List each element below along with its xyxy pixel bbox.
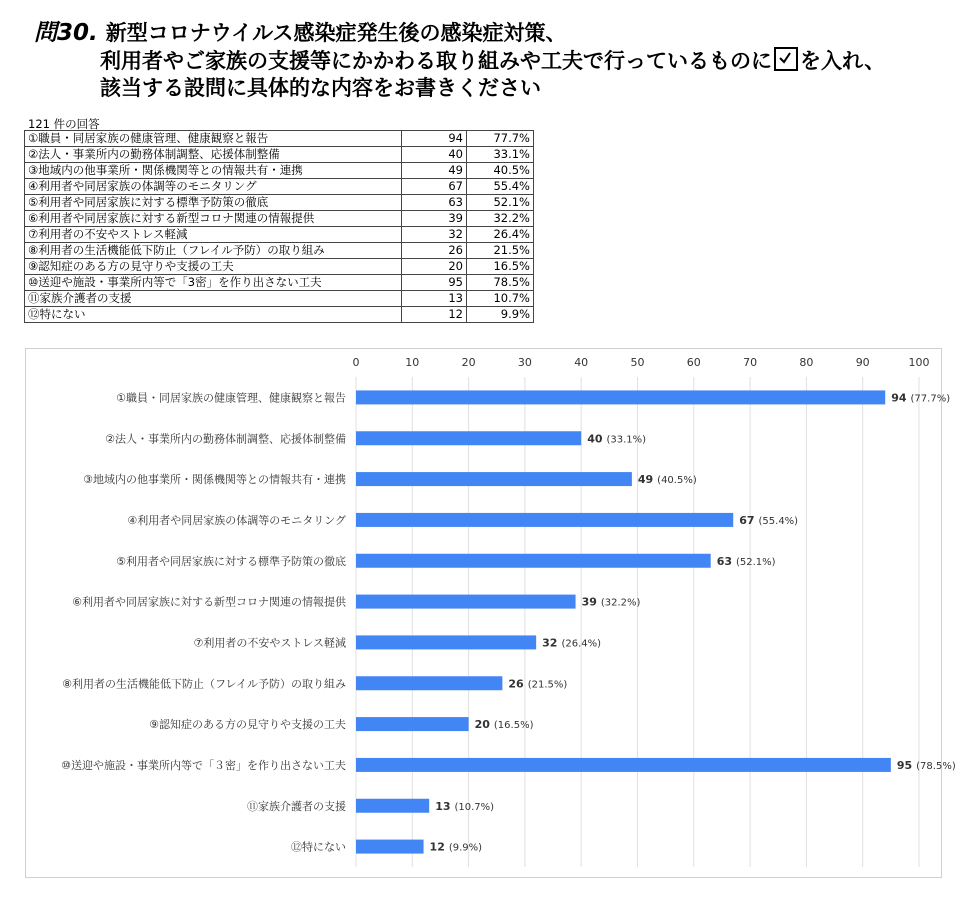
row-label: ④利用者や同居家族の体調等のモニタリング <box>25 179 402 195</box>
bar-chart-frame <box>25 348 956 878</box>
bar-value-label <box>430 841 483 854</box>
category-label: ⑫特にない <box>291 840 346 854</box>
bar <box>356 840 424 854</box>
table-row <box>25 243 534 259</box>
bar <box>356 635 536 649</box>
response-count: 121 件の回答 <box>28 117 100 131</box>
bar-value: 32 <box>542 636 558 650</box>
bar-value-label <box>891 391 950 404</box>
bar-percent: (16.5%) <box>493 720 534 732</box>
bar <box>356 431 581 445</box>
row-label: ⑩送迎や施設・事業所内等で「3密」を作り出さない工夫 <box>25 275 402 291</box>
row-count: 26 <box>402 243 467 259</box>
row-percent: 33.1% <box>467 147 534 163</box>
bar-percent: (26.4%) <box>561 638 602 650</box>
table-row <box>25 163 534 179</box>
title-line-1 <box>34 20 954 47</box>
row-count: 67 <box>402 179 467 195</box>
bar-percent: (32.2%) <box>600 597 641 609</box>
row-percent: 78.5% <box>467 275 534 291</box>
bar <box>356 595 576 609</box>
x-tick-label: 0 <box>352 356 360 369</box>
bar-percent: (10.7%) <box>454 801 495 813</box>
bar-value-label <box>638 473 697 486</box>
row-label: ②法人・事業所内の勤務体制調整、応援体制整備 <box>25 147 402 163</box>
bar <box>356 717 469 731</box>
table-row <box>25 211 534 227</box>
row-label: ⑦利用者の不安やストレス軽減 <box>25 227 402 243</box>
bar-percent: (40.5%) <box>657 475 697 487</box>
row-percent: 10.7% <box>467 291 534 307</box>
x-tick-label: 60 <box>686 356 701 369</box>
x-tick-label: 30 <box>517 356 532 369</box>
row-label: ⑤利用者や同居家族に対する標準予防策の徹底 <box>25 195 402 211</box>
row-count: 94 <box>402 131 467 147</box>
row-count: 12 <box>402 307 467 323</box>
row-percent: 52.1% <box>467 195 534 211</box>
row-count: 95 <box>402 275 467 291</box>
bar-value: 26 <box>508 677 524 691</box>
category-label: ⑤利用者や同居家族に対する標準予防策の徹底 <box>116 554 346 568</box>
bar-value: 63 <box>716 554 733 568</box>
bar <box>356 513 733 527</box>
bar-value: 67 <box>739 513 755 527</box>
row-percent: 40.5% <box>467 163 534 179</box>
bar-percent: (9.9%) <box>448 842 483 854</box>
bar-percent: (21.5%) <box>527 679 568 691</box>
table-row <box>25 307 534 323</box>
title-text-2b: を入れ、 <box>800 49 886 73</box>
category-label: ⑧利用者の生活機能低下防止（フレイル予防）の取り組み <box>62 677 346 691</box>
table-row <box>25 227 534 243</box>
x-tick-label: 90 <box>855 356 870 369</box>
x-tick-label: 40 <box>574 356 589 369</box>
row-count: 40 <box>402 147 467 163</box>
bar-value-label <box>897 759 956 772</box>
x-tick-label: 80 <box>799 356 814 369</box>
table-row <box>25 291 534 307</box>
category-label: ③地域内の他事業所・関係機関等との情報共有・連携 <box>83 473 346 487</box>
row-percent: 16.5% <box>467 259 534 275</box>
row-label: ⑪家族介護者の支援 <box>25 291 402 307</box>
bar-value-label <box>717 555 776 568</box>
bar-value-label <box>475 718 534 731</box>
row-count: 63 <box>402 195 467 211</box>
category-label: ①職員・同居家族の健康管理、健康観察と報告 <box>116 391 346 405</box>
bar-percent: (78.5%) <box>916 760 956 772</box>
title-text-2a: 利用者やご家族の支援等にかかわる取り組みや工夫で行っているものに <box>100 49 772 73</box>
category-label: ②法人・事業所内の勤務体制調整、応援体制整備 <box>105 432 346 446</box>
bar-value-label <box>582 596 641 609</box>
x-tick-label: 20 <box>461 356 476 369</box>
row-percent: 21.5% <box>467 243 534 259</box>
title-text-3: 該当する設問に具体的な内容をお書きください <box>100 76 541 100</box>
bar-value-label <box>587 432 646 445</box>
table-row <box>25 179 534 195</box>
bar-value: 13 <box>435 799 451 813</box>
title-line-2 <box>34 47 954 75</box>
bar-percent: (52.1%) <box>736 556 776 568</box>
category-label: ⑪家族介護者の支援 <box>247 799 346 813</box>
bar-value-label <box>542 636 601 649</box>
bar-value-label <box>508 677 567 690</box>
bar-percent: (33.1%) <box>606 434 647 446</box>
bar-value: 20 <box>474 718 490 732</box>
bar <box>356 390 885 404</box>
row-count: 39 <box>402 211 467 227</box>
table-row <box>25 131 534 147</box>
bar-value: 95 <box>896 758 913 772</box>
row-label: ③地域内の他事業所・関係機関等との情報共有・連携 <box>25 163 402 179</box>
bar <box>356 472 632 486</box>
table-row <box>25 195 534 211</box>
table-row <box>25 259 534 275</box>
bar <box>356 676 502 690</box>
row-label: ⑫特にない <box>25 307 402 323</box>
x-tick-label: 100 <box>908 356 930 369</box>
category-label: ④利用者や同居家族の体調等のモニタリング <box>127 513 346 527</box>
category-label: ⑥利用者や同居家族に対する新型コロナ関連の情報提供 <box>72 595 346 609</box>
title-text-1: 新型コロナウイルス感染症発生後の感染症対策、 <box>105 21 567 45</box>
row-label: ⑥利用者や同居家族に対する新型コロナ関連の情報提供 <box>25 211 402 227</box>
bar-value: 12 <box>429 840 445 854</box>
row-percent: 26.4% <box>467 227 534 243</box>
row-percent: 55.4% <box>467 179 534 195</box>
table-row <box>25 275 534 291</box>
row-count: 20 <box>402 259 467 275</box>
row-percent: 9.9% <box>467 307 534 323</box>
checkmark-box-icon <box>774 47 798 71</box>
row-label: ①職員・同居家族の健康管理、健康観察と報告 <box>25 131 402 147</box>
row-label: ⑨認知症のある方の見守りや支援の工夫 <box>25 259 402 275</box>
bar-percent: (55.4%) <box>758 515 799 527</box>
question-title <box>34 20 954 102</box>
bar-value: 39 <box>581 595 597 609</box>
row-percent: 77.7% <box>467 131 534 147</box>
category-label: ⑨認知症のある方の見守りや支援の工夫 <box>149 718 346 732</box>
row-percent: 32.2% <box>467 211 534 227</box>
category-label: ⑦利用者の不安やストレス軽減 <box>193 636 346 650</box>
bar-value: 49 <box>637 473 654 487</box>
row-label: ⑧利用者の生活機能低下防止（フレイル予防）の取り組み <box>25 243 402 259</box>
row-count: 32 <box>402 227 467 243</box>
bar <box>356 758 891 772</box>
question-number: 問30. <box>34 20 98 46</box>
table-row <box>25 147 534 163</box>
title-line-3 <box>34 75 954 102</box>
bar <box>356 799 429 813</box>
row-count: 49 <box>402 163 467 179</box>
row-count: 13 <box>402 291 467 307</box>
category-label: ⑩送迎や施設・事業所内等で「３密」を作り出さない工夫 <box>61 758 346 772</box>
x-tick-label: 10 <box>405 356 420 369</box>
bar-chart <box>26 349 956 877</box>
bar-value-label <box>739 514 798 527</box>
summary-table <box>24 130 534 323</box>
bar-value: 94 <box>891 391 907 405</box>
x-tick-label: 50 <box>630 356 645 369</box>
bar <box>356 554 711 568</box>
x-tick-label: 70 <box>743 356 758 369</box>
bar-percent: (77.7%) <box>910 393 951 405</box>
bar-value: 40 <box>587 432 603 446</box>
bar-value-label <box>435 800 494 813</box>
